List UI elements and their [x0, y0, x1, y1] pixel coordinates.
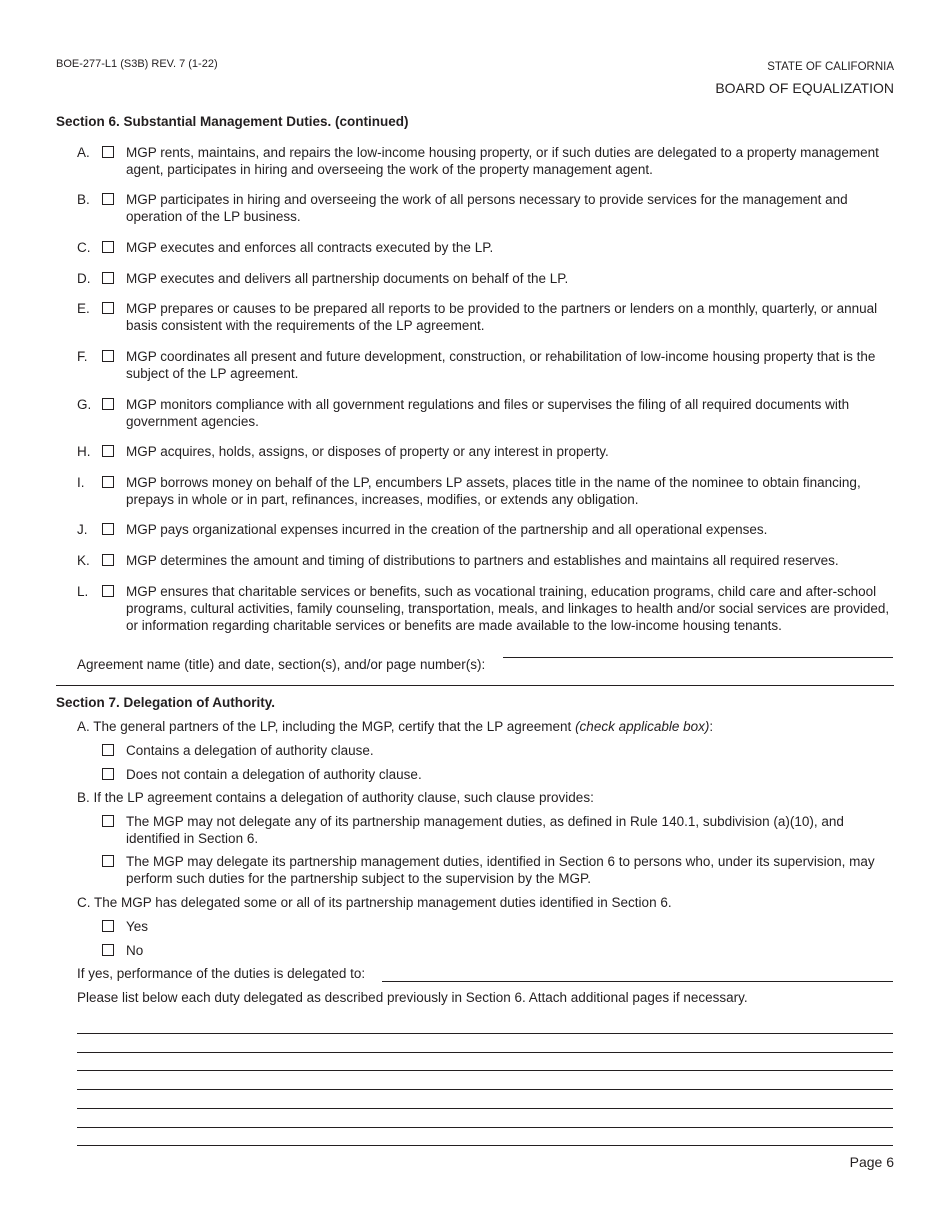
list-instructions: Please list below each duty delegated as described previously in Section 6. Attach additional pages if necessary. — [77, 990, 748, 1005]
question-a-text: A. The general partners of the LP, including the MGP, certify that the LP agreement — [77, 719, 576, 734]
duty-checkbox-c[interactable] — [102, 241, 114, 253]
item-text: MGP pays organizational expenses incurred in the creation of the partnership and all operational expenses. — [126, 522, 768, 537]
item-text: MGP rents, maintains, and repairs the low-income housing property, or if such duties are delegated to a property management agent, participates in hiring and overseeing the work of the property management agent. — [126, 145, 879, 177]
duty-checkbox-j[interactable] — [102, 523, 114, 535]
item-text: MGP executes and enforces all contracts executed by the LP. — [126, 240, 494, 255]
duty-checkbox-g[interactable] — [102, 398, 114, 410]
delegated-to-label: If yes, performance of the duties is delegated to: — [77, 966, 366, 981]
option-label: Does not contain a delegation of authority clause. — [126, 767, 422, 782]
duty-entry-line[interactable] — [77, 1070, 893, 1071]
item-letter: E. — [77, 301, 90, 316]
item-letter: C. — [77, 240, 91, 255]
contains-clause-checkbox[interactable] — [102, 744, 114, 756]
no-checkbox[interactable] — [102, 944, 114, 956]
item-letter: L. — [77, 584, 89, 599]
question-b: B. If the LP agreement contains a delegation of authority clause, such clause provides: — [77, 790, 594, 805]
question-a-colon: : — [709, 719, 714, 734]
duty-entry-line[interactable] — [77, 1089, 893, 1090]
item-letter: D. — [77, 271, 91, 286]
item-text: MGP participates in hiring and overseeing the work of all persons necessary to provide services for the management and operation of the LP business. — [126, 192, 848, 224]
duty-entry-line[interactable] — [77, 1052, 893, 1053]
agency-name: BOARD OF EQUALIZATION — [715, 80, 894, 96]
duty-checkbox-d[interactable] — [102, 272, 114, 284]
item-letter: J. — [77, 522, 88, 537]
agreement-input[interactable] — [503, 652, 893, 658]
item-text: MGP borrows money on behalf of the LP, encumbers LP assets, places title in the name of the nominee to obtain financing, prepays in whole or in part, refinances, increases, modifies, or extends any obligation. — [126, 475, 861, 507]
item-text: MGP coordinates all present and future development, construction, or rehabilitation of low-income housing property that is the subject of the LP agreement. — [126, 349, 876, 381]
item-letter: B. — [77, 192, 90, 207]
option-label: The MGP may delegate its partnership management duties, identified in Section 6 to persons who, under its supervision, may perform such duties for the partnership subject to the supervision by the MGP. — [126, 854, 875, 886]
question-c: C. The MGP has delegated some or all of its partnership management duties identified in Section 6. — [77, 895, 672, 910]
item-text: MGP monitors compliance with all government regulations and files or supervises the filing of all required documents with government agencies. — [126, 397, 850, 429]
section-7-title: Section 7. Delegation of Authority. — [56, 695, 276, 710]
item-text: MGP ensures that charitable services or benefits, such as vocational training, education programs, child care and after-school programs, cultural activities, family counseling, transportation, meals, and linkages to health and/or social services are provided, or information regarding charitable services or benefits are made available to the low-income housing tenants. — [126, 584, 890, 633]
yes-checkbox[interactable] — [102, 920, 114, 932]
duty-checkbox-k[interactable] — [102, 554, 114, 566]
may-delegate-checkbox[interactable] — [102, 855, 114, 867]
agreement-label: Agreement name (title) and date, section(s), and/or page number(s): — [77, 657, 486, 672]
duty-entry-line[interactable] — [77, 1145, 893, 1146]
duty-checkbox-e[interactable] — [102, 302, 114, 314]
item-letter: A. — [77, 145, 90, 160]
item-letter: K. — [77, 553, 90, 568]
duty-checkbox-a[interactable] — [102, 146, 114, 158]
item-text: MGP executes and delivers all partnership documents on behalf of the LP. — [126, 271, 569, 286]
section-6-title: Section 6. Substantial Management Duties. (continued) — [56, 114, 409, 129]
option-label: The MGP may not delegate any of its partnership management duties, as defined in Rule 140.1, subdivision (a)(10), and identified in Section 6. — [126, 814, 844, 846]
question-a-instruction: (check applicable box) — [575, 719, 710, 734]
may-not-delegate-checkbox[interactable] — [102, 815, 114, 827]
delegated-to-input[interactable] — [382, 974, 893, 982]
item-letter: F. — [77, 349, 88, 364]
item-letter: H. — [77, 444, 91, 459]
section-divider — [56, 685, 894, 686]
option-label: Yes — [126, 919, 149, 934]
duty-checkbox-h[interactable] — [102, 445, 114, 457]
item-text: MGP acquires, holds, assigns, or disposes of property or any interest in property. — [126, 444, 609, 459]
question-a — [77, 718, 713, 735]
duty-checkbox-f[interactable] — [102, 350, 114, 362]
state-name: STATE OF CALIFORNIA — [767, 61, 894, 73]
duty-checkbox-b[interactable] — [102, 193, 114, 205]
option-label: Contains a delegation of authority clause. — [126, 743, 374, 758]
page-number: Page 6 — [849, 1154, 894, 1170]
duty-checkbox-i[interactable] — [102, 476, 114, 488]
duty-entry-line[interactable] — [77, 1033, 893, 1034]
form-number: BOE-277-L1 (S3B) REV. 7 (1-22) — [56, 58, 218, 70]
duty-checkbox-l[interactable] — [102, 585, 114, 597]
option-label: No — [126, 943, 144, 958]
no-clause-checkbox[interactable] — [102, 768, 114, 780]
item-text: MGP determines the amount and timing of distributions to partners and establishes and maintains all required reserves. — [126, 553, 839, 568]
item-letter: G. — [77, 397, 92, 412]
item-letter: I. — [77, 475, 85, 490]
item-text: MGP prepares or causes to be prepared all reports to be provided to the partners or lenders on a monthly, quarterly, or annual basis consistent with the requirements of the LP agreement. — [126, 301, 878, 333]
duty-entry-line[interactable] — [77, 1108, 893, 1109]
duty-entry-line[interactable] — [77, 1127, 893, 1128]
